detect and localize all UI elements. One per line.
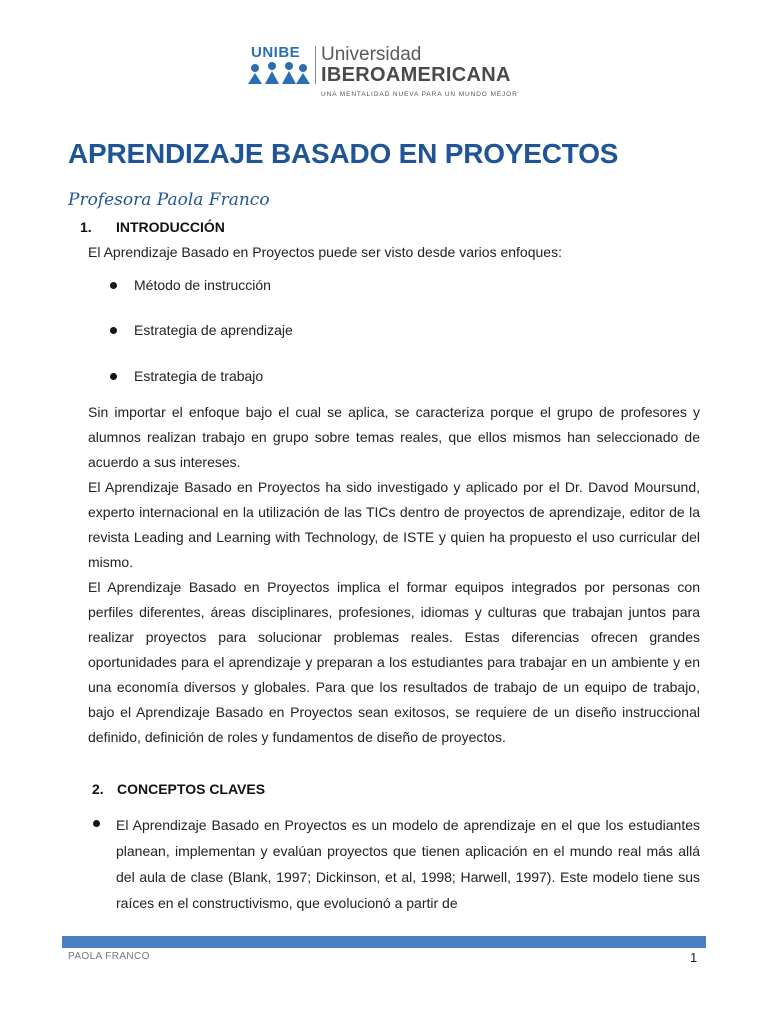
author-line: Profesora Paola Franco — [68, 190, 270, 210]
logo-tagline: UNA MENTALIDAD NUEVA PARA UN MUNDO MEJOR — [321, 91, 518, 98]
section-heading-conceptos — [92, 781, 265, 797]
list-item — [110, 277, 271, 293]
list-item — [110, 368, 263, 384]
document-title: APRENDIZAJE BASADO EN PROYECTOS — [68, 138, 619, 169]
section-title: CONCEPTOS CLAVES — [117, 781, 266, 797]
intro-paragraph: El Aprendizaje Basado en Proyectos puede ser visto desde varios enfoques: — [88, 244, 562, 260]
bullet-icon — [110, 327, 117, 334]
footer-bar — [62, 936, 706, 948]
bullet-icon — [93, 820, 100, 827]
section-number: 2. — [92, 781, 104, 797]
section-heading-introduction — [80, 219, 225, 235]
list-item-text: Estrategia de aprendizaje — [134, 322, 293, 338]
bullet-icon — [110, 282, 117, 289]
university-logo — [245, 42, 525, 102]
bullet-icon — [110, 373, 117, 380]
logo-figures-icon — [245, 60, 311, 86]
logo-line1: Universidad — [321, 44, 422, 65]
unibe-logo-mark — [245, 42, 311, 88]
logo-line2: IBEROAMERICANA — [321, 64, 511, 86]
section-number: 1. — [80, 219, 92, 235]
list-item-text: Método de instrucción — [134, 277, 271, 293]
list-item-text: Estrategia de trabajo — [134, 368, 264, 384]
logo-separator — [315, 46, 316, 84]
body-paragraph: El Aprendizaje Basado en Proyectos ha sido investigado y aplicado por el Dr. Davod Moursund, experto internacional en la utilización de las TICs dentro de proyectos de aprendizaje, editor de la revista Leading and Learning with Technology, de ISTE y quien ha propuesto el uso curricular del mismo. — [88, 479, 700, 570]
section-title: INTRODUCCIÓN — [116, 219, 225, 235]
body-paragraph: Sin importar el enfoque bajo el cual se aplica, se caracteriza porque el grupo de profesores y alumnos realizan trabajo en grupo sobre temas reales, que ellos mismos han seleccionado de acuerdo a sus intereses. — [88, 404, 700, 470]
logo-mark-text: UNIBE — [251, 44, 301, 61]
key-concept-paragraph: El Aprendizaje Basado en Proyectos es un modelo de aprendizaje en el que los estudiantes planean, implementan y evalúan proyectos que tienen aplicación en el mundo real más allá del aula de clase (Blank, 1997; Dickinson, et al, 1998; Harwell, 1997). Este modelo tiene sus raíces en el constructivismo, que evolucionó a partir de — [116, 817, 700, 911]
footer-author: PAOLA FRANCO — [68, 951, 150, 962]
page-number: 1 — [690, 950, 698, 965]
list-item — [110, 322, 293, 338]
body-paragraph: El Aprendizaje Basado en Proyectos implica el formar equipos integrados por personas con perfiles diferentes, áreas disciplinares, profesiones, idiomas y culturas que trabajan juntos para realizar proyectos para solucionar problemas reales. Estas diferencias ofrecen grandes oportunidades para el aprendizaje y preparan a los estudiantes para trabajar en un ambiente y en una economía diversos y globales. Para que los resultados de trabajo de un equipo de trabajo, bajo el Aprendizaje Basado en Proyectos sean exitosos, se requiere de un diseño instruccional definido, definición de roles y fundamentos de diseño de proyectos. — [88, 579, 700, 745]
